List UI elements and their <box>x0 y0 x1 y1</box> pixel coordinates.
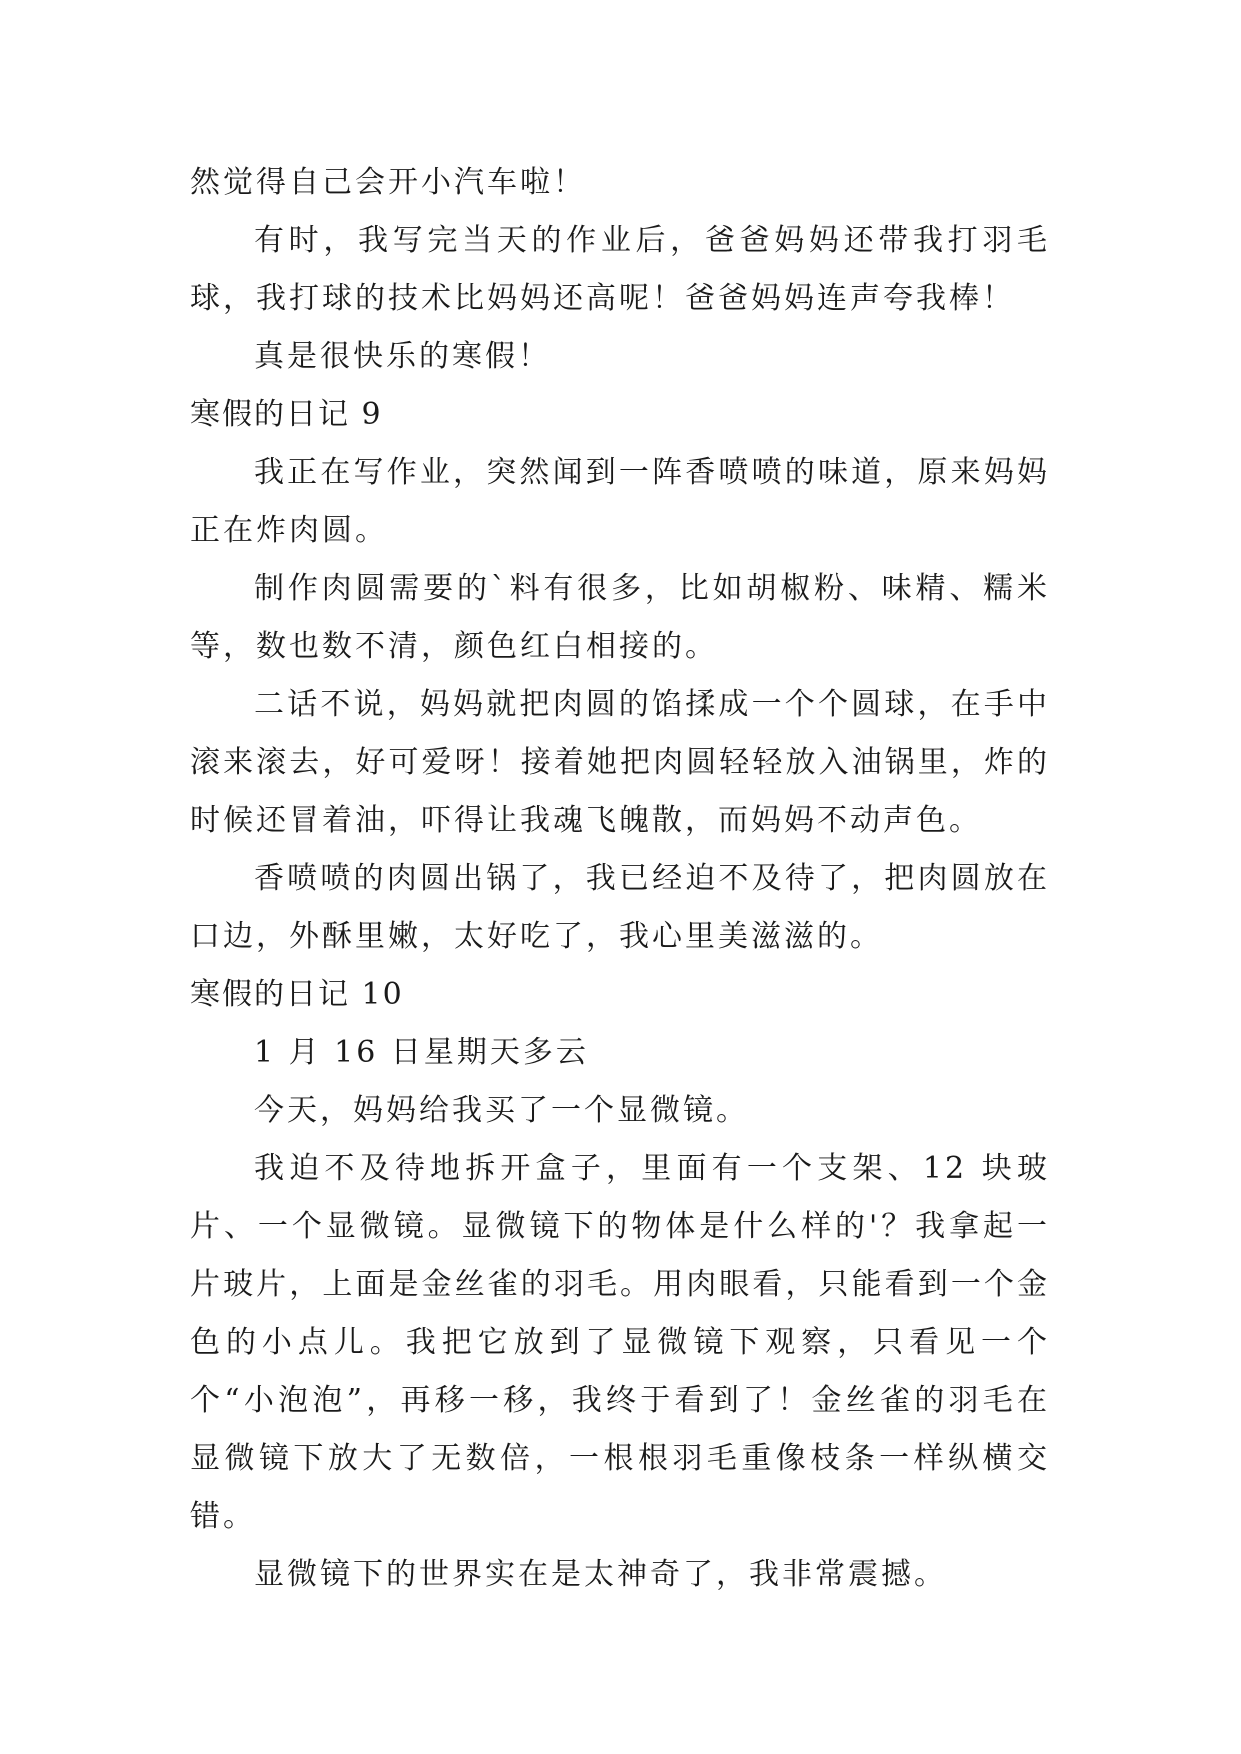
paragraph: 我迫不及待地拆开盒子，里面有一个支架、12 块玻片、一个显微镜。显微镜下的物体是什么样的'？我拿起一片玻片，上面是金丝雀的羽毛。用肉眼看，只能看到一个金色的小点儿。我把它放到了显微镜下观察，只看见一个个“小泡泡”，再移一移，我终于看到了！金丝雀的羽毛在显微镜下放大了无数倍，一根根羽毛重像枝条一样纵横交错。 <box>190 1151 1050 1534</box>
section-heading: 寒假的日记 10 <box>190 977 404 1012</box>
paragraph: 显微镜下的世界实在是太神奇了，我非常震撼。 <box>254 1557 947 1592</box>
paragraph: 然觉得自己会开小汽车啦！ <box>190 165 586 200</box>
date-line: 1 月 16 日星期天多云 <box>254 1035 589 1070</box>
section-heading: 寒假的日记 9 <box>190 397 383 432</box>
paragraph: 今天，妈妈给我买了一个显微镜。 <box>254 1093 749 1128</box>
paragraph: 香喷喷的肉圆出锅了，我已经迫不及待了，把肉圆放在口边，外酥里嫩，太好吃了，我心里美滋滋的。 <box>190 861 1050 954</box>
paragraph: 有时，我写完当天的作业后，爸爸妈妈还带我打羽毛球，我打球的技术比妈妈还高呢！爸爸妈妈连声夸我棒！ <box>190 223 1050 316</box>
paragraph: 真是很快乐的寒假！ <box>254 339 551 374</box>
paragraph: 制作肉圆需要的`料有很多，比如胡椒粉、味精、糯米等，数也数不清，颜色红白相接的。 <box>190 571 1050 664</box>
document-body <box>190 154 1050 1604</box>
paragraph: 我正在写作业，突然闻到一阵香喷喷的味道，原来妈妈正在炸肉圆。 <box>190 455 1050 548</box>
paragraph: 二话不说，妈妈就把肉圆的馅揉成一个个圆球，在手中滚来滚去，好可爱呀！接着她把肉圆轻轻放入油锅里，炸的时候还冒着油，吓得让我魂飞魄散，而妈妈不动声色。 <box>190 687 1050 838</box>
